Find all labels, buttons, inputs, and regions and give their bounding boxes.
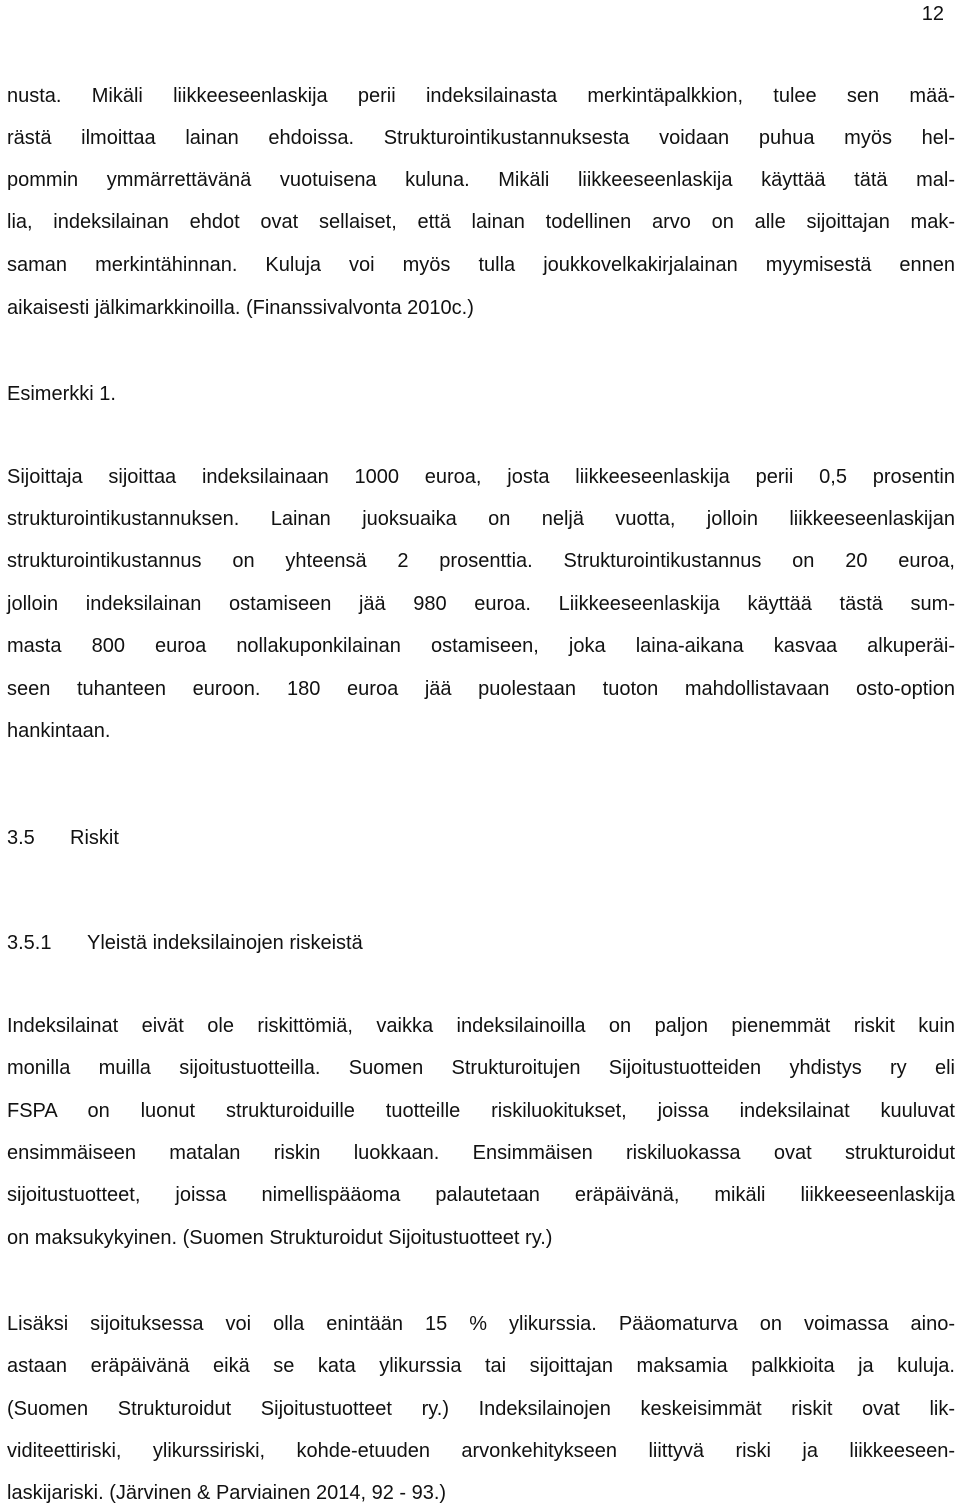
text-line: on maksukykyinen. (Suomen Strukturoidut Sijoitustuotteet ry.) — [7, 1227, 553, 1249]
text-line: Sijoittaja sijoittaa indeksilainaan 1000 euroa, josta liikkeeseenlaskija perii 0,5 prosentin — [7, 466, 955, 488]
subsection-number: 3.5.1 — [7, 932, 52, 954]
text-line: Indeksilainat eivät ole riskittömiä, vaikka indeksilainoilla on paljon pienemmät riskit kuin — [7, 1015, 955, 1037]
text-line: ensimmäiseen matalan riskin luokkaan. Ensimmäisen riskiluokassa ovat strukturoidut — [7, 1142, 955, 1164]
section-title: Riskit — [70, 827, 119, 849]
text-line: jolloin indeksilainan ostamiseen jää 980 euroa. Liikkeeseenlaskija käyttää tästä sum- — [7, 593, 955, 615]
text-line: hankintaan. — [7, 720, 111, 742]
text-line: strukturointikustannus on yhteensä 2 prosenttia. Strukturointikustannus on 20 euroa, — [7, 550, 955, 572]
section-heading — [7, 826, 119, 850]
text-line: nusta. Mikäli liikkeeseenlaskija perii indeksilainasta merkintäpalkkion, tulee sen mää- — [7, 85, 955, 107]
text-line: aikaisesti jälkimarkkinoilla. (Finanssivalvonta 2010c.) — [7, 297, 474, 319]
subsection-title: Yleistä indeksilainojen riskeistä — [87, 932, 363, 954]
example-title: Esimerkki 1. — [7, 383, 116, 405]
text-line: masta 800 euroa nollakuponkilainan ostamiseen, joka laina-aikana kasvaa alkuperäi- — [7, 635, 955, 657]
text-line: monilla muilla sijoitustuotteilla. Suomen Strukturoitujen Sijoitustuotteiden yhdistys ry eli — [7, 1057, 955, 1079]
text-line: FSPA on luonut strukturoiduille tuotteille riskiluokitukset, joissa indeksilainat kuuluvat — [7, 1100, 955, 1122]
text-line: seen tuhanteen euroon. 180 euroa jää puolestaan tuoton mahdollistavaan osto-option — [7, 678, 955, 700]
text-line: (Suomen Strukturoidut Sijoitustuotteet ry.) Indeksilainojen keskeisimmät riskit ovat lik- — [7, 1398, 955, 1420]
text-line: rästä ilmoittaa lainan ehdoissa. Strukturointikustannuksesta voidaan puhua myös hel- — [7, 127, 955, 149]
subsection-heading — [7, 931, 363, 955]
text-line: saman merkintähinnan. Kuluja voi myös tulla joukkovelkakirjalainan myymisestä ennen — [7, 254, 955, 276]
section-number: 3.5 — [7, 827, 35, 849]
page-number: 12 — [921, 3, 944, 25]
text-line: viditeettiriski, ylikurssiriski, kohde-etuuden arvonkehitykseen liittyvä riski ja liikkeeseen- — [7, 1440, 955, 1462]
text-line: laskijariski. (Järvinen & Parviainen 2014, 92 - 93.) — [7, 1482, 447, 1504]
text-line: lia, indeksilainan ehdot ovat sellaiset, että lainan todellinen arvo on alle sijoittajan mak- — [7, 211, 955, 233]
text-line: pommin ymmärrettävänä vuotuisena kuluna. Mikäli liikkeeseenlaskija käyttää tätä mal- — [7, 169, 955, 191]
text-line: Lisäksi sijoituksessa voi olla enintään 15 % ylikurssia. Pääomaturva on voimassa aino- — [7, 1313, 955, 1335]
text-line: sijoitustuotteet, joissa nimellispääoma palautetaan eräpäivänä, mikäli liikkeeseenlaskija — [7, 1184, 955, 1206]
text-line: astaan eräpäivänä eikä se kata ylikurssia tai sijoittajan maksamia palkkioita ja kuluja. — [7, 1355, 955, 1377]
text-line: strukturointikustannuksen. Lainan juoksuaika on neljä vuotta, jolloin liikkeeseenlaskijan — [7, 508, 955, 530]
